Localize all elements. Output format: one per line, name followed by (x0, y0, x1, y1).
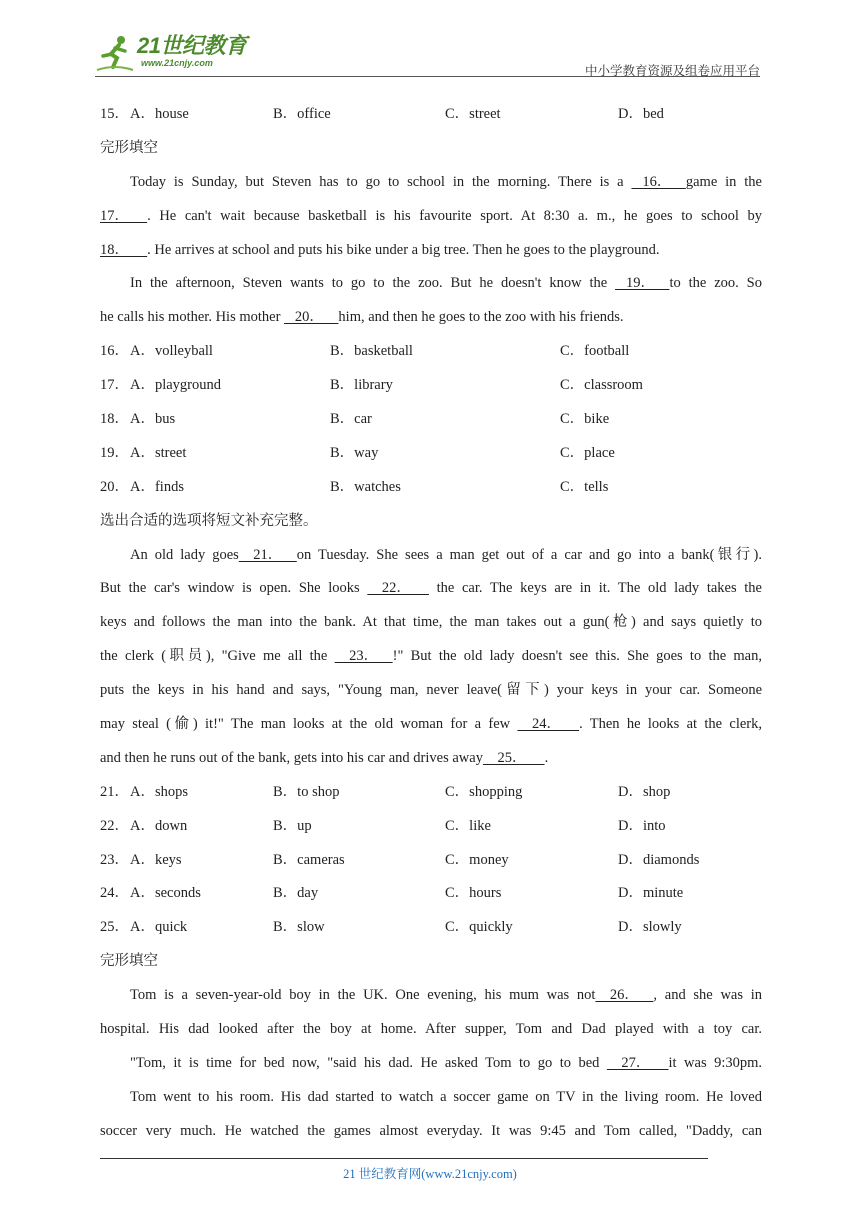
question-15-options (100, 98, 762, 132)
option-c: C．quickly (445, 919, 513, 936)
blank-17: 17． (100, 207, 148, 224)
passage-text: the clerk (职员), "Give me all the (100, 648, 335, 665)
passage-text: and then he runs out of the bank, gets into his car and drives away (100, 749, 483, 766)
option-a: A．volleyball (130, 343, 213, 360)
page-header (95, 32, 760, 78)
question-options (100, 844, 762, 878)
option-b: B．car (330, 411, 372, 428)
passage-text: !" But the old lady doesn't see this. She goes to the man, (392, 648, 762, 665)
option-a: A．house (130, 106, 189, 122)
option-a: A．down (130, 817, 188, 834)
option-b: B．up (273, 817, 312, 834)
option-d: D．slowly (618, 919, 682, 936)
passage-line (100, 200, 762, 234)
passage-text: An old lady goes (130, 546, 239, 563)
question-number: 21． (100, 783, 129, 800)
passage-line: hospital. His dad looked after the boy at home. After supper, Tom and Dad played with a toy car. (100, 1021, 762, 1038)
header-platform-name: 中小学教育资源及组卷应用平台 (584, 64, 760, 78)
blank-24: 24． (517, 716, 580, 733)
passage-text: on Tuesday. She sees a man get out of a car and go into a bank(银行). (296, 546, 762, 563)
option-c: C．classroom (560, 377, 643, 394)
blank-16: 16． (631, 173, 686, 190)
passage-line: Tom went to his room. His dad started to watch a soccer game on TV in the living room. He loved (130, 1088, 762, 1105)
option-b: B．cameras (273, 851, 345, 868)
option-c: C．shopping (445, 783, 523, 800)
blank-27: 27． (606, 1054, 669, 1071)
option-b: B．way (330, 444, 379, 461)
question-options (100, 911, 762, 945)
passage-text: In the afternoon, Steven wants to go to the zoo. But he doesn't know the (130, 275, 616, 292)
blank-22: 22． (367, 580, 429, 597)
option-a: A．quick (130, 919, 188, 936)
blank-19: 19． (615, 275, 670, 292)
runner-logo-icon (95, 34, 135, 74)
section-title: 完形填空 (100, 953, 158, 970)
passage-line (100, 267, 762, 301)
passage-line: soccer very much. He watched the games almost everyday. It was 9:45 and Tom called, "Daddy, can (100, 1122, 762, 1139)
blank-20: 20． (284, 309, 339, 326)
passage-text: game in the (685, 173, 762, 190)
blank-18: 18． (100, 241, 148, 258)
passage-line (100, 166, 762, 200)
passage-text: Today is Sunday, but Steven has to go to school in the morning. There is a (130, 173, 632, 190)
option-d: D．minute (618, 885, 684, 902)
logo-main-text: 21世纪教育 (137, 33, 247, 58)
option-d: D．into (618, 817, 666, 834)
passage-text: . (544, 749, 549, 766)
blank-25: 25． (482, 749, 545, 766)
option-c: C．football (560, 343, 630, 360)
passage-line: puts the keys in his hand and says, "Young man, never leave(留下) your keys in your car. Someone (100, 682, 762, 699)
option-a: A．playground (130, 377, 222, 394)
passage-text: Tom is a seven-year-old boy in the UK. One evening, his mum was not (130, 987, 596, 1004)
option-c: C．street (445, 106, 501, 122)
blank-23: 23． (334, 648, 393, 665)
document-body (100, 98, 762, 1149)
question-number: 23． (100, 851, 129, 868)
passage-line (100, 708, 762, 742)
option-d: D．diamonds (618, 851, 700, 868)
question-number: 19． (100, 444, 129, 461)
passage-text: "Tom, it is time for bed now, "said his dad. He asked Tom to go to bed (130, 1054, 607, 1071)
option-a: A．seconds (130, 885, 201, 902)
option-a: A．bus (130, 411, 176, 428)
passage-line (100, 640, 762, 674)
header-divider (95, 76, 760, 77)
question-number: 24． (100, 885, 129, 902)
option-d: D．bed (618, 106, 664, 122)
blank-21: 21． (238, 546, 297, 563)
section-title: 完形填空 (100, 139, 158, 156)
passage-line (100, 742, 762, 776)
option-b: B．library (330, 377, 393, 394)
question-options (100, 877, 762, 911)
option-c: C．place (560, 444, 615, 461)
question-number: 25． (100, 919, 129, 936)
question-options (100, 437, 762, 471)
option-a: A．street (130, 444, 187, 461)
passage-text: the car. The keys are in it. The old lady takes the (428, 580, 762, 597)
question-options (100, 403, 762, 437)
question-number: 22． (100, 817, 129, 834)
option-c: C．money (445, 851, 509, 868)
question-number: 15． (100, 106, 129, 122)
passage-line (100, 301, 762, 335)
passage-line (100, 234, 762, 268)
footer-divider (100, 1158, 708, 1159)
option-a: A．shops (130, 783, 189, 800)
question-options (100, 335, 762, 369)
passage-text: him, and then he goes to the zoo with his friends. (338, 309, 624, 326)
option-d: D．shop (618, 783, 671, 800)
option-b: B．basketball (330, 343, 413, 360)
passage-line: keys and follows the man into the bank. At that time, the man takes out a gun(枪) and says quietly to (100, 614, 762, 631)
question-options (100, 810, 762, 844)
option-b: B．office (273, 106, 331, 122)
passage-line (100, 979, 762, 1013)
section-title: 选出合适的选项将短文补充完整。 (100, 512, 318, 529)
passage-text: he calls his mother. His mother (100, 309, 285, 326)
passage-text: to the zoo. So (669, 275, 762, 292)
question-options (100, 369, 762, 403)
option-a: A．keys (130, 851, 182, 868)
option-c: C．hours (445, 885, 502, 902)
question-options (100, 776, 762, 810)
passage-text: But the car's window is open. She looks (100, 580, 368, 597)
site-logo (95, 34, 246, 74)
passage-line (100, 1047, 762, 1081)
question-number: 18． (100, 411, 129, 428)
question-number: 16． (100, 343, 129, 360)
page-footer: 21 世纪教育网(www.21cnjy.com) (343, 1167, 517, 1181)
logo-sub-text: www.21cnjy.com (141, 58, 213, 68)
option-b: B．watches (330, 478, 401, 495)
option-c: C．bike (560, 411, 610, 428)
option-b: B．slow (273, 919, 325, 936)
question-number: 20． (100, 478, 129, 495)
passage-text: may steal (偷) it!" The man looks at the old woman for a few (100, 716, 518, 733)
option-b: B．day (273, 885, 319, 902)
passage-line (100, 572, 762, 606)
question-number: 17． (100, 377, 129, 394)
option-c: C．tells (560, 478, 609, 495)
passage-text: . Then he looks at the clerk, (579, 716, 763, 733)
option-c: C．like (445, 817, 491, 834)
passage-text: , and she was in (653, 987, 762, 1004)
option-b: B．to shop (273, 783, 340, 800)
passage-text: . He arrives at school and puts his bike under a big tree. Then he goes to the playground. (147, 241, 660, 258)
blank-26: 26． (595, 987, 654, 1004)
question-options (100, 471, 762, 505)
passage-text: it was 9:30pm. (668, 1054, 762, 1071)
option-a: A．finds (130, 478, 184, 495)
passage-text: . He can't wait because basketball is his favourite sport. At 8:30 a. m., he goes to school by (147, 207, 762, 224)
passage-line (100, 539, 762, 573)
